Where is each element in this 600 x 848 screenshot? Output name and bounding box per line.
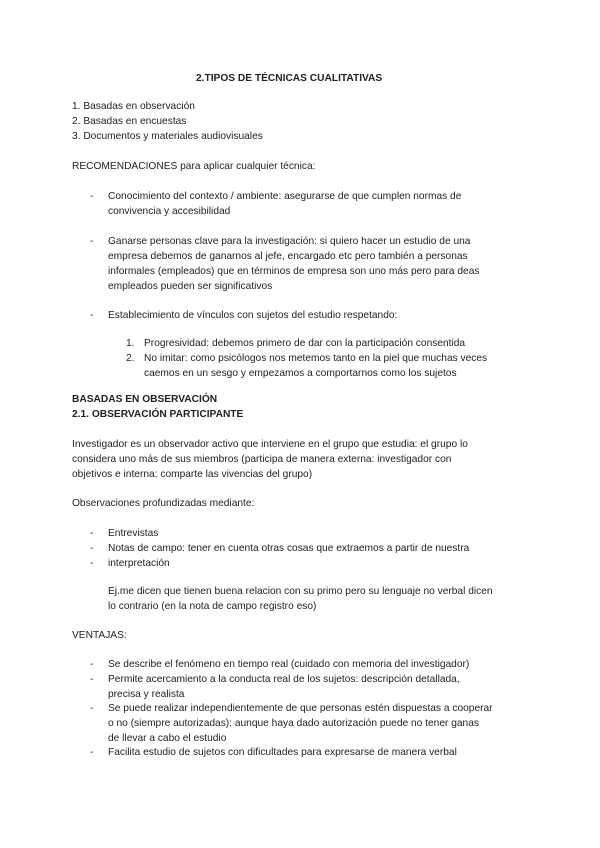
bullet-dash: - [90, 558, 94, 569]
advantage-1-line-1: Se describe el fenómeno en tiempo real (cuidado con memoria del investigador) [108, 659, 470, 670]
recommendation-3-line-1: Establecimiento de vínculos con sujetos del estudio respetando: [108, 310, 398, 321]
bullet-dash: - [90, 703, 94, 714]
advantage-3-line-3: de llevar a cabo el estudio [108, 733, 227, 744]
bullet-dash: - [90, 191, 94, 202]
subitem-1-line-1: Progresividad: debemos primero de dar con la participación consentida [144, 338, 466, 349]
observation-item-2: Notas de campo: tener en cuenta otras cosas que extraemos a partir de nuestra [108, 543, 470, 554]
subsection-heading: 2.1. OBSERVACIÓN PARTICIPANTE [72, 409, 244, 420]
section-heading: BASADAS EN OBSERVACIÓN [72, 394, 218, 405]
recommendation-1-line-2: convivencia y accesibilidad [108, 206, 231, 217]
type-item-2: 2. Basadas en encuestas [72, 116, 187, 127]
subitem-2-line-1: No imitar: como psicólogos nos metemos tanto en la piel que muchas veces [144, 353, 488, 364]
recommendation-2-line-2: empresa debemos de ganarnos al jefe, encargado etc pero también a personas [108, 251, 468, 262]
recommendations-heading: RECOMENDACIONES para aplicar cualquier técnica: [72, 161, 316, 172]
example-line-2: lo contrario (en la nota de campo registro eso) [108, 601, 317, 612]
recommendation-1-line-1: Conocimiento del contexto / ambiente: asegurarse de que cumplen normas de [108, 191, 462, 202]
advantage-3-line-1: Se puede realizar independientemente de que personas estén dispuestas a cooperar [108, 703, 493, 714]
subitem-1-number: 1. [126, 338, 135, 349]
intro-line-2: considera uno más de sus miembros (participa de manera externa: investigador con [72, 454, 452, 465]
bullet-dash: - [90, 528, 94, 539]
bullet-dash: - [90, 747, 94, 758]
bullet-dash: - [90, 543, 94, 554]
observation-item-1: Entrevistas [108, 528, 159, 539]
bullet-dash: - [90, 659, 94, 670]
bullet-dash: - [90, 310, 94, 321]
type-item-3: 3. Documentos y materiales audiovisuales [72, 131, 263, 142]
type-item-1: 1. Basadas en observación [72, 101, 195, 112]
example-line-1: Ej.me dicen que tienen buena relacion con su primo pero su lenguaje no verbal dicen [108, 586, 493, 597]
advantages-heading: VENTAJAS: [72, 630, 127, 641]
advantage-3-line-2: o no (siempre autorizadas): aunque haya dado autorización puede no tener ganas [108, 718, 479, 729]
advantage-2-line-1: Permite acercamiento a la conducta real de los sujetos: descripción detallada, [108, 674, 460, 685]
subitem-2-number: 2. [126, 353, 135, 364]
recommendation-2-line-4: empleados pueden ser significativos [108, 281, 273, 292]
subitem-2-line-2: caemos en un sesgo y empezamos a comportarnos como los sujetos [144, 368, 457, 379]
advantage-2-line-2: precisa y realista [108, 689, 185, 700]
intro-line-1: Investigador es un observador activo que interviene en el grupo que estudia: el grupo lo [72, 439, 468, 450]
bullet-dash: - [90, 236, 94, 247]
observation-item-3: interpretación [108, 558, 170, 569]
recommendation-2-line-1: Ganarse personas clave para la investigación: si quiero hacer un estudio de una [108, 236, 471, 247]
intro-line-3: objetivos e interna: comparte las vivencias del grupo) [72, 469, 313, 480]
page-title: 2.TIPOS DE TÉCNICAS CUALITATIVAS [196, 73, 383, 84]
advantage-4-line-1: Facilita estudio de sujetos con dificultades para expresarse de manera verbal [108, 747, 457, 758]
observations-heading: Observaciones profundizadas mediante: [72, 498, 255, 509]
bullet-dash: - [90, 674, 94, 685]
recommendation-2-line-3: informales (empleados) que en términos de empresa son uno más pero para deas [108, 266, 480, 277]
